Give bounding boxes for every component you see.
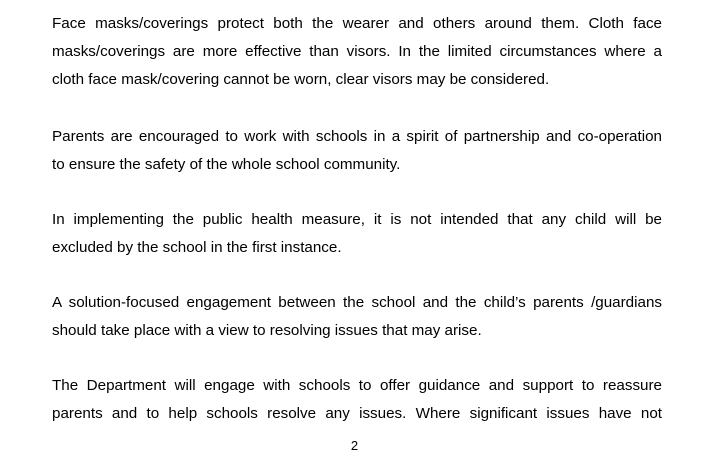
paragraph-line: Parents are encouraged to work with schools in a spirit of partnership and co-operation: [52, 128, 662, 145]
paragraph-line: excluded by the school in the first instance.: [52, 239, 342, 256]
paragraph-not-excluded: [52, 206, 662, 262]
page-number: 2: [350, 438, 359, 453]
paragraph-line: A solution-focused engagement between the school and the child’s parents /guardians: [52, 294, 662, 311]
paragraph-line: to ensure the safety of the whole school community.: [52, 156, 401, 173]
paragraph-line: should take place with a view to resolving issues that may arise.: [52, 322, 482, 339]
paragraph-line: cloth face mask/covering cannot be worn, clear visors may be considered.: [52, 71, 550, 88]
paragraph-line: Face masks/coverings protect both the wearer and others around them. Cloth face: [52, 15, 662, 32]
paragraph-parents-partnership: [52, 123, 662, 179]
paragraph-solution-focused: [52, 289, 662, 345]
paragraph-face-masks: [52, 10, 662, 94]
paragraph-line: masks/coverings are more effective than visors. In the limited circumstances where a: [52, 43, 662, 60]
paragraph-line: In implementing the public health measure, it is not intended that any child will be: [52, 211, 662, 228]
paragraph-line: parents and to help schools resolve any issues. Where significant issues have not: [52, 405, 662, 422]
paragraph-line: The Department will engage with schools to offer guidance and support to reassure: [52, 377, 662, 394]
paragraph-department-guidance: [52, 372, 662, 428]
